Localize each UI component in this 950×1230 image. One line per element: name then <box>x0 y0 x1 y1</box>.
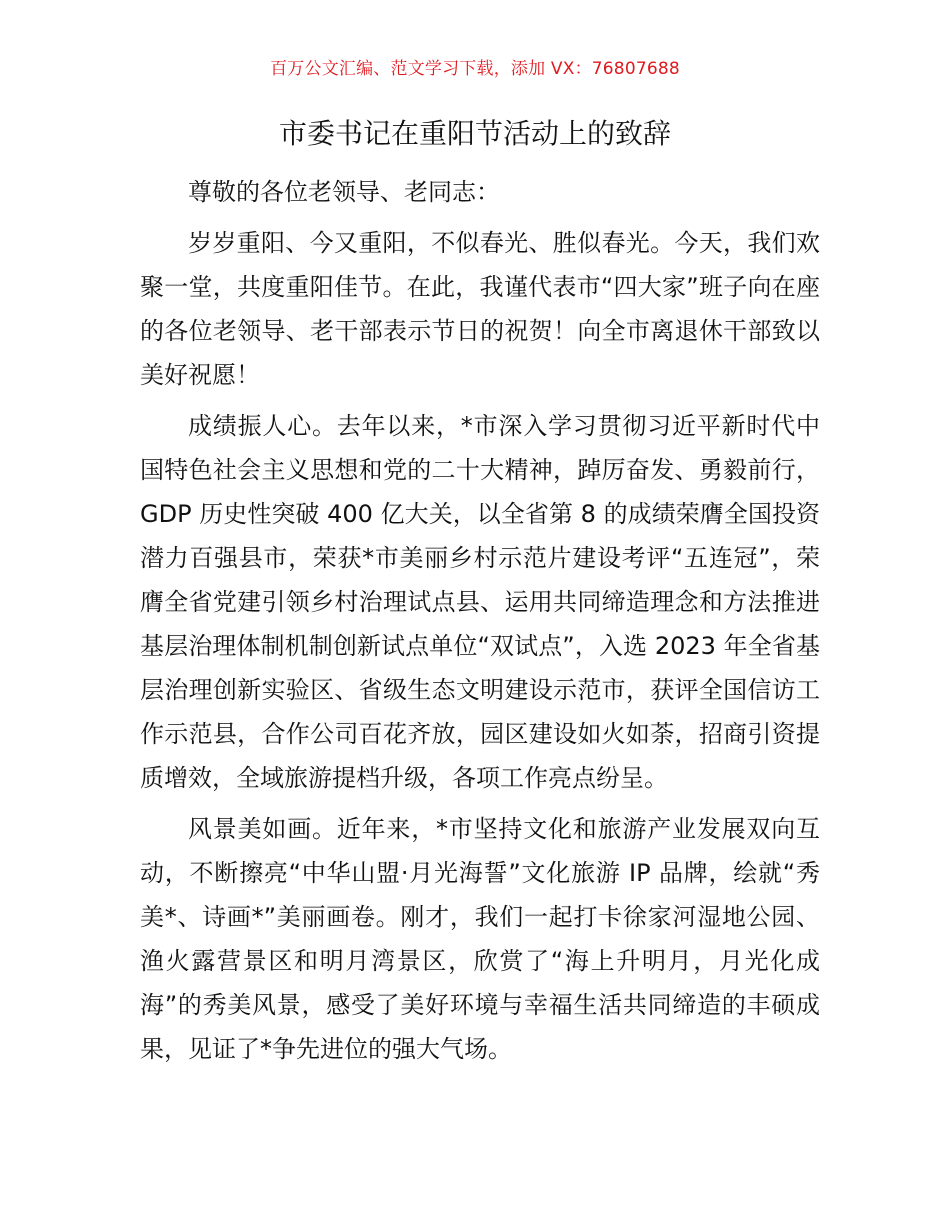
header-note: 百万公文汇编、范文学习下载，添加 VX：76807688 <box>270 59 680 79</box>
salutation: 尊敬的各位老领导、老同志： <box>188 178 500 206</box>
document-title: 市委书记在重阳节活动上的致辞 <box>278 117 671 150</box>
paragraph-greeting: 岁岁重阳、今又重阳，不似春光、胜似春光。今天，我们欢聚一堂，共度重阳佳节。在此，我谨代表市“四大家”班子向在座的各位老领导、老干部表示节日的祝贺！向全市离退休干部致以美好祝愿！ <box>140 229 820 389</box>
paragraph-scenery: 风景美如画。近年来，*市坚持文化和旅游产业发展双向互动，不断擦亮“中华山盟·月光海誓”文化旅游 IP 品牌，绘就“秀美*、诗画*”美丽画卷。刚才，我们一起打卡徐家河湿地公园、渔火露营景区和明月湾景区，欣赏了“海上升明月，月光化成海”的秀美风景，感受了美好环境与幸福生活共同缔造的丰硕成果，见证了*争先进位的强大气场。 <box>140 815 820 1063</box>
paragraph-achievements: 成绩振人心。去年以来，*市深入学习贯彻习近平新时代中国特色社会主义思想和党的二十大精神，踔厉奋发、勇毅前行，GDP 历史性突破 400 亿大关，以全省第 8 的成绩荣膺全国投资潜力百强县市，荣获*市美丽乡村示范片建设考评“五连冠”，荣膺全省党建引领乡村治理试点县、运用共同缔造理念和方法推进基层治理体制机制创新试点单位“双试点”，入选 2023 年全省基层治理创新实验区、省级生态文明建设示范市，获评全国信访工作示范县，合作公司百花齐放，园区建设如火如荼，招商引资提质增效，全域旅游提档升级，各项工作亮点纷呈。 <box>140 412 820 792</box>
document-body <box>140 170 820 1078</box>
